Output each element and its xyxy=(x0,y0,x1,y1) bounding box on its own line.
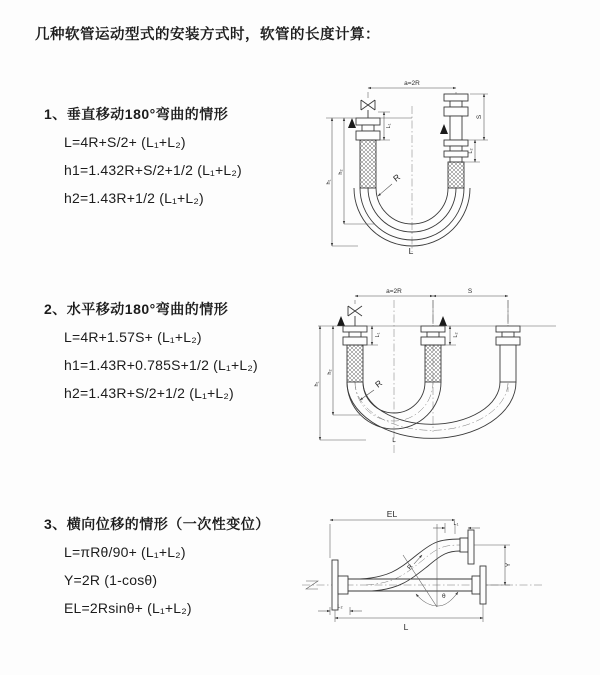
section3-heading: 3、横向位移的情形（一次性变位） xyxy=(44,516,270,532)
valve-icon xyxy=(361,100,375,118)
diagram-vertical-180-bend xyxy=(312,72,540,257)
dim-label-h1: h₁ xyxy=(314,381,320,387)
dim-label-theta: θ xyxy=(442,593,446,600)
valve-icon xyxy=(348,306,362,326)
dim-label-l2: L₂ xyxy=(337,604,343,610)
dim-label-l2: L₂ xyxy=(453,332,459,338)
section3-formula-EL: EL=2Rsinθ+ (L₁+L₂) xyxy=(64,600,192,616)
middle-end-fitting xyxy=(421,326,445,382)
section2-formula-h2: h2=1.43R+S/2+1/2 (L₁+L₂) xyxy=(64,385,234,401)
dimension-labels xyxy=(314,288,473,444)
section3-formula-Y: Y=2R (1-cosθ) xyxy=(64,572,158,588)
dim-label-s: S xyxy=(467,288,473,295)
page-title: 几种软管运动型式的安装方式时，软管的长度计算： xyxy=(35,27,380,43)
section1-formula-h1: h1=1.432R+S/2+1/2 (L₁+L₂) xyxy=(64,162,242,178)
dim-label-l: L xyxy=(408,246,414,256)
left-end-fitting xyxy=(343,326,367,382)
dim-label-l1: L₁ xyxy=(375,332,381,338)
dim-label-l1: L₁ xyxy=(386,123,392,129)
section1-formula-L: L=4R+S/2+ (L₁+L₂) xyxy=(64,134,186,150)
dim-label-l1: L₁ xyxy=(453,521,459,527)
right-end-fitting-moved xyxy=(496,326,520,382)
dim-label-r: R xyxy=(373,377,385,390)
dim-label-l2: L₂ xyxy=(468,148,474,154)
dim-label-l: L xyxy=(392,437,396,444)
dim-label-a2r: a=2R xyxy=(404,80,420,87)
section2-formula-L: L=4R+1.57S+ (L₁+L₂) xyxy=(64,329,202,345)
diagram-horizontal-180-bend xyxy=(306,282,572,464)
left-flange xyxy=(332,560,348,610)
hose-u-bends xyxy=(347,382,516,438)
right-lower-flange-original xyxy=(472,566,486,604)
dim-label-l: L xyxy=(403,622,409,632)
dim-label-h2: h₂ xyxy=(338,169,344,175)
diagram-lateral-displacement xyxy=(300,506,590,644)
section2-formula-h1: h1=1.43R+0.785S+1/2 (L₁+L₂) xyxy=(64,357,258,373)
dim-label-r: R xyxy=(406,563,415,572)
dim-label-s: S xyxy=(476,114,483,120)
dim-label-y: Y xyxy=(505,562,512,568)
section1-heading: 1、垂直移动180°弯曲的情形 xyxy=(44,106,229,122)
section2-heading: 2、水平移动180°弯曲的情形 xyxy=(44,301,229,317)
right-upper-flange-displaced xyxy=(460,530,474,564)
section3-formula-L: L=πRθ/90+ (L₁+L₂) xyxy=(64,544,186,560)
dim-label-el: EL xyxy=(386,509,398,519)
section1-formula-h2: h2=1.43R+1/2 (L₁+L₂) xyxy=(64,190,204,206)
dim-label-h2: h₂ xyxy=(327,369,333,375)
right-end-fitting-moved xyxy=(444,94,468,188)
dim-label-h1: h₁ xyxy=(326,179,332,185)
left-end-fitting xyxy=(356,118,380,188)
movement-arrows xyxy=(337,316,447,326)
dim-label-r: R xyxy=(391,171,403,184)
dim-label-a2r: a=2R xyxy=(386,288,402,295)
